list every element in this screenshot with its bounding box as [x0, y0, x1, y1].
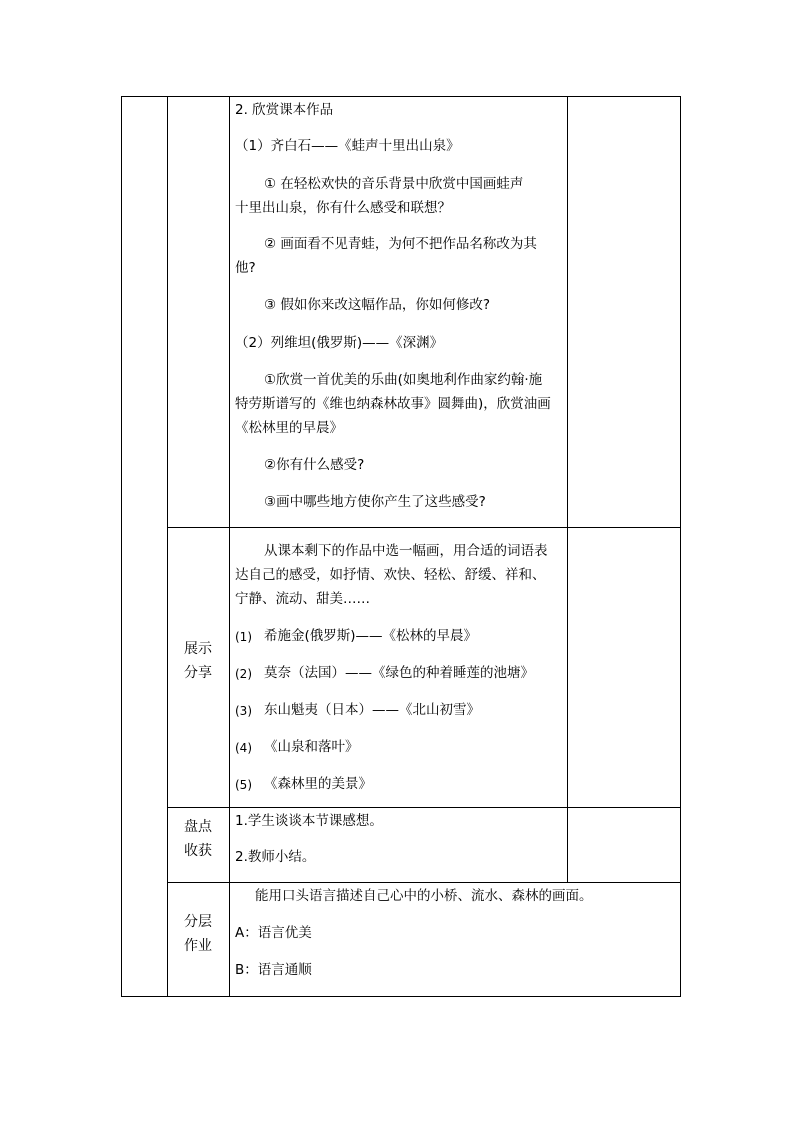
homework-line1: 能用口头语言描述自己心中的小桥、流水、森林的画面。 — [255, 888, 593, 904]
part1-question3: ③ 假如你来改这幅作品，你如何修改? — [264, 297, 491, 313]
part2-question1-line3: 《松林里的早晨》 — [235, 420, 343, 436]
part2-question3: ③画中哪些地方使你产生了这些感受? — [264, 494, 486, 510]
appreciate-heading: 2. 欣赏课本作品 — [235, 102, 334, 118]
homework-line3: B：语言通顺 — [235, 962, 312, 978]
part2-question2: ②你有什么感受? — [264, 457, 365, 473]
list-item-text: 《森林里的美景》 — [264, 776, 372, 792]
table-border-left — [121, 96, 122, 997]
review-line1: 1.学生谈谈本节课感想。 — [235, 813, 383, 829]
list-item-number: (4) — [235, 741, 252, 755]
share-intro-line1: 从课本剩下的作品中选一幅画，用合适的词语表 — [264, 543, 548, 559]
part2-title: （2）列维坦(俄罗斯)——《深渊》 — [235, 335, 444, 351]
list-item-number: (5) — [235, 778, 252, 792]
list-item-number: (1) — [235, 630, 252, 644]
review-label-line1: 盘点 — [184, 819, 212, 835]
part1-question1-line2: 十里出山泉，你有什么感受和联想？ — [235, 200, 451, 216]
lesson-plan-table — [121, 96, 681, 997]
part1-question1-line1: ① 在轻松欢快的音乐背景中欣赏中国画蛙声 — [264, 176, 524, 192]
share-label-line1: 展示 — [184, 641, 212, 657]
part2-question1-line1: ①欣赏一首优美的乐曲(如奥地利作曲家约翰·施 — [264, 372, 543, 388]
share-intro-line2: 达自己的感受，如抒情、欢快、轻松、舒缓、祥和、 — [235, 567, 546, 583]
table-column-divider-2 — [229, 96, 230, 997]
row-divider-1 — [167, 527, 681, 528]
homework-label-line2: 作业 — [184, 938, 212, 954]
part1-question2-line1: ② 画面看不见青蛙，为何不把作品名称改为其 — [264, 236, 537, 252]
table-border-top — [121, 96, 681, 97]
part2-question1-line2: 特劳斯谱写的《维也纳森林故事》圆舞曲)，欣赏油画 — [235, 396, 551, 412]
table-column-divider-3 — [567, 96, 568, 882]
part1-title: （1）齐白石——《蛙声十里出山泉》 — [235, 138, 460, 154]
list-item-text: 莫奈（法国）——《绿色的种着睡莲的池塘》 — [264, 665, 534, 681]
list-item-text: 东山魁夷（日本）——《北山初雪》 — [264, 702, 480, 718]
list-item-text: 希施金(俄罗斯)——《松林的早晨》 — [264, 628, 478, 644]
table-border-right — [680, 96, 681, 997]
list-item-number: (3) — [235, 704, 252, 718]
list-item-number: (2) — [235, 667, 252, 681]
homework-label-line1: 分层 — [184, 914, 212, 930]
row-divider-3 — [167, 882, 681, 883]
share-label-line2: 分享 — [184, 665, 212, 681]
review-label-line2: 收获 — [184, 843, 212, 859]
share-intro-line3: 宁静、流动、甜美…… — [235, 591, 370, 607]
part1-question2-line2: 他? — [235, 260, 256, 276]
table-border-bottom — [121, 996, 681, 997]
row-divider-2 — [167, 807, 681, 808]
homework-line2: A：语言优美 — [235, 925, 312, 941]
list-item-text: 《山泉和落叶》 — [264, 739, 359, 755]
review-line2: 2.教师小结。 — [235, 849, 316, 865]
